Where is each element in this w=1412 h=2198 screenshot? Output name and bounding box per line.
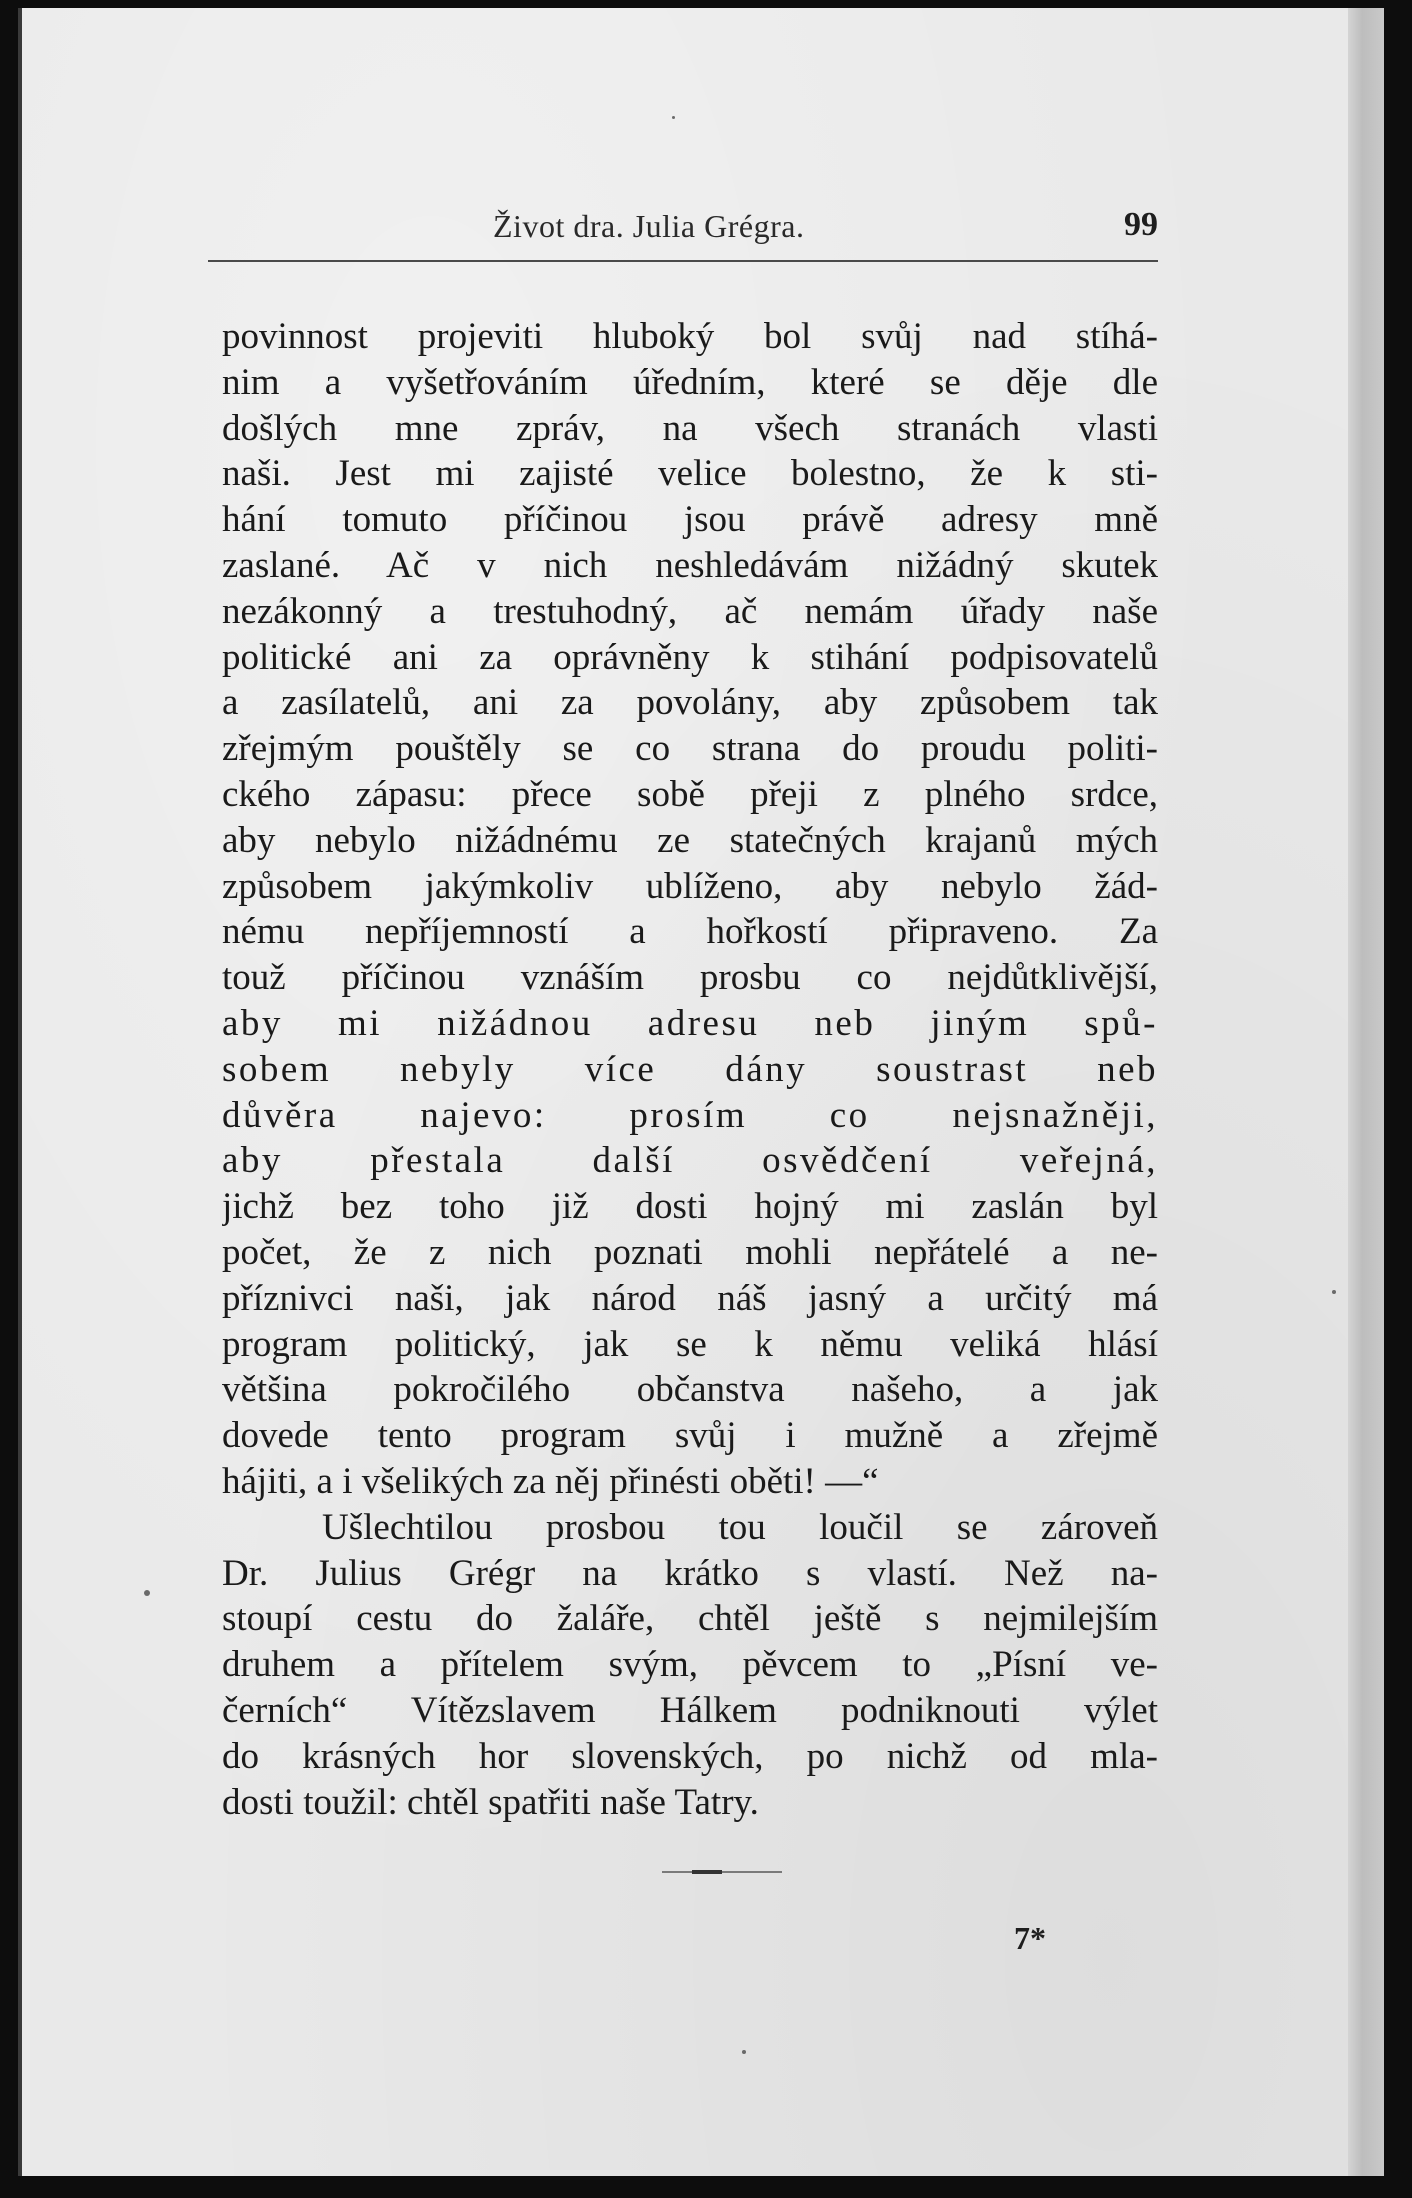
paper-speck	[144, 1590, 150, 1596]
text-line: nému nepříjemností a hořkostí připraveno. Za	[222, 911, 1158, 953]
text-line: hání tomuto příčinou jsou právě adresy mně	[222, 499, 1158, 541]
text-line: hájiti, a i všelikých za něj přinésti oběti! —“	[222, 1460, 879, 1502]
text-line: program politický, jak se k němu veliká hlásí	[222, 1323, 1158, 1365]
text-line: způsobem jakýmkoliv ublíženo, aby nebylo žád-	[222, 865, 1158, 907]
paper-speck	[742, 2050, 746, 2054]
text-line: příznivci naši, jak národ náš jasný a určitý má	[222, 1277, 1158, 1319]
text-line: ckého zápasu: přece sobě přeji z plného srdce,	[222, 773, 1158, 815]
text-line: a zasílatelů, ani za povolány, aby způsobem tak	[222, 682, 1158, 724]
paragraph-first-line: Ušlechtilou prosbou tou loučil se zároveň	[322, 1506, 1158, 1548]
section-separator	[662, 1871, 782, 1873]
text-line: dovede tento program svůj i mužně a zřejmě	[222, 1415, 1158, 1457]
paper-speck	[1332, 1290, 1336, 1294]
running-title: Život dra. Julia Grégra.	[493, 208, 805, 244]
text-line: naši. Jest mi zajisté velice bolestno, že k sti-	[222, 453, 1158, 495]
signature-mark: 7*	[1014, 1920, 1046, 1956]
text-line: nim a vyšetřováním úředním, které se děje dle	[222, 361, 1158, 403]
text-line: došlých mne zpráv, na všech stranách vlasti	[222, 407, 1158, 449]
text-line: zřejmým pouštěly se co strana do proudu politi-	[222, 728, 1158, 770]
text-line-spaced: důvěra najevo: prosím co nejsnažněji,	[222, 1094, 1158, 1136]
text-line: nezákonný a trestuhodný, ač nemám úřady naše	[222, 590, 1158, 632]
text-line: politické ani za oprávněny k stihání podpisovatelů	[222, 636, 1158, 678]
text-line: jichž bez toho již dosti hojný mi zaslán byl	[222, 1186, 1158, 1228]
page-header	[208, 204, 1158, 262]
text-line: druhem a přítelem svým, pěvcem to „Písní ve-	[222, 1644, 1158, 1686]
text-line: aby nebylo nižádnému ze statečných krajanů mých	[222, 819, 1158, 861]
text-line: většina pokročilého občanstva našeho, a jak	[222, 1369, 1158, 1411]
text-line: stoupí cestu do žaláře, chtěl ještě s nejmilejším	[222, 1598, 1158, 1640]
paragraph-last-line: dosti toužil: chtěl spatřiti naše Tatry.	[222, 1781, 759, 1823]
text-line: počet, že z nich poznati mohli nepřátelé a ne-	[222, 1231, 1158, 1273]
text-line: zaslané. Ač v nich neshledávám nižádný skutek	[222, 544, 1158, 586]
page-edge-shadow	[1348, 8, 1384, 2176]
text-line-spaced: sobem nebyly více dány soustrast neb	[222, 1048, 1158, 1090]
text-line-spaced: aby přestala další osvědčení veřejná,	[222, 1140, 1158, 1182]
text-line-spaced: aby mi nižádnou adresu neb jiným spů-	[222, 1002, 1158, 1044]
body-text	[222, 314, 1158, 1825]
text-line: touž příčinou vznáším prosbu co nejdůtklivější,	[222, 957, 1158, 999]
text-line: povinnost projeviti hluboký bol svůj nad stíhá-	[222, 316, 1158, 357]
paper-speck	[672, 116, 675, 119]
text-line: černích“ Vítězslavem Hálkem podniknouti výlet	[222, 1689, 1158, 1731]
page-number: 99	[1124, 206, 1158, 243]
book-page	[18, 8, 1384, 2176]
text-line: do krásných hor slovenských, po nichž od mla-	[222, 1735, 1158, 1777]
text-line: Dr. Julius Grégr na krátko s vlastí. Než na-	[222, 1552, 1158, 1594]
